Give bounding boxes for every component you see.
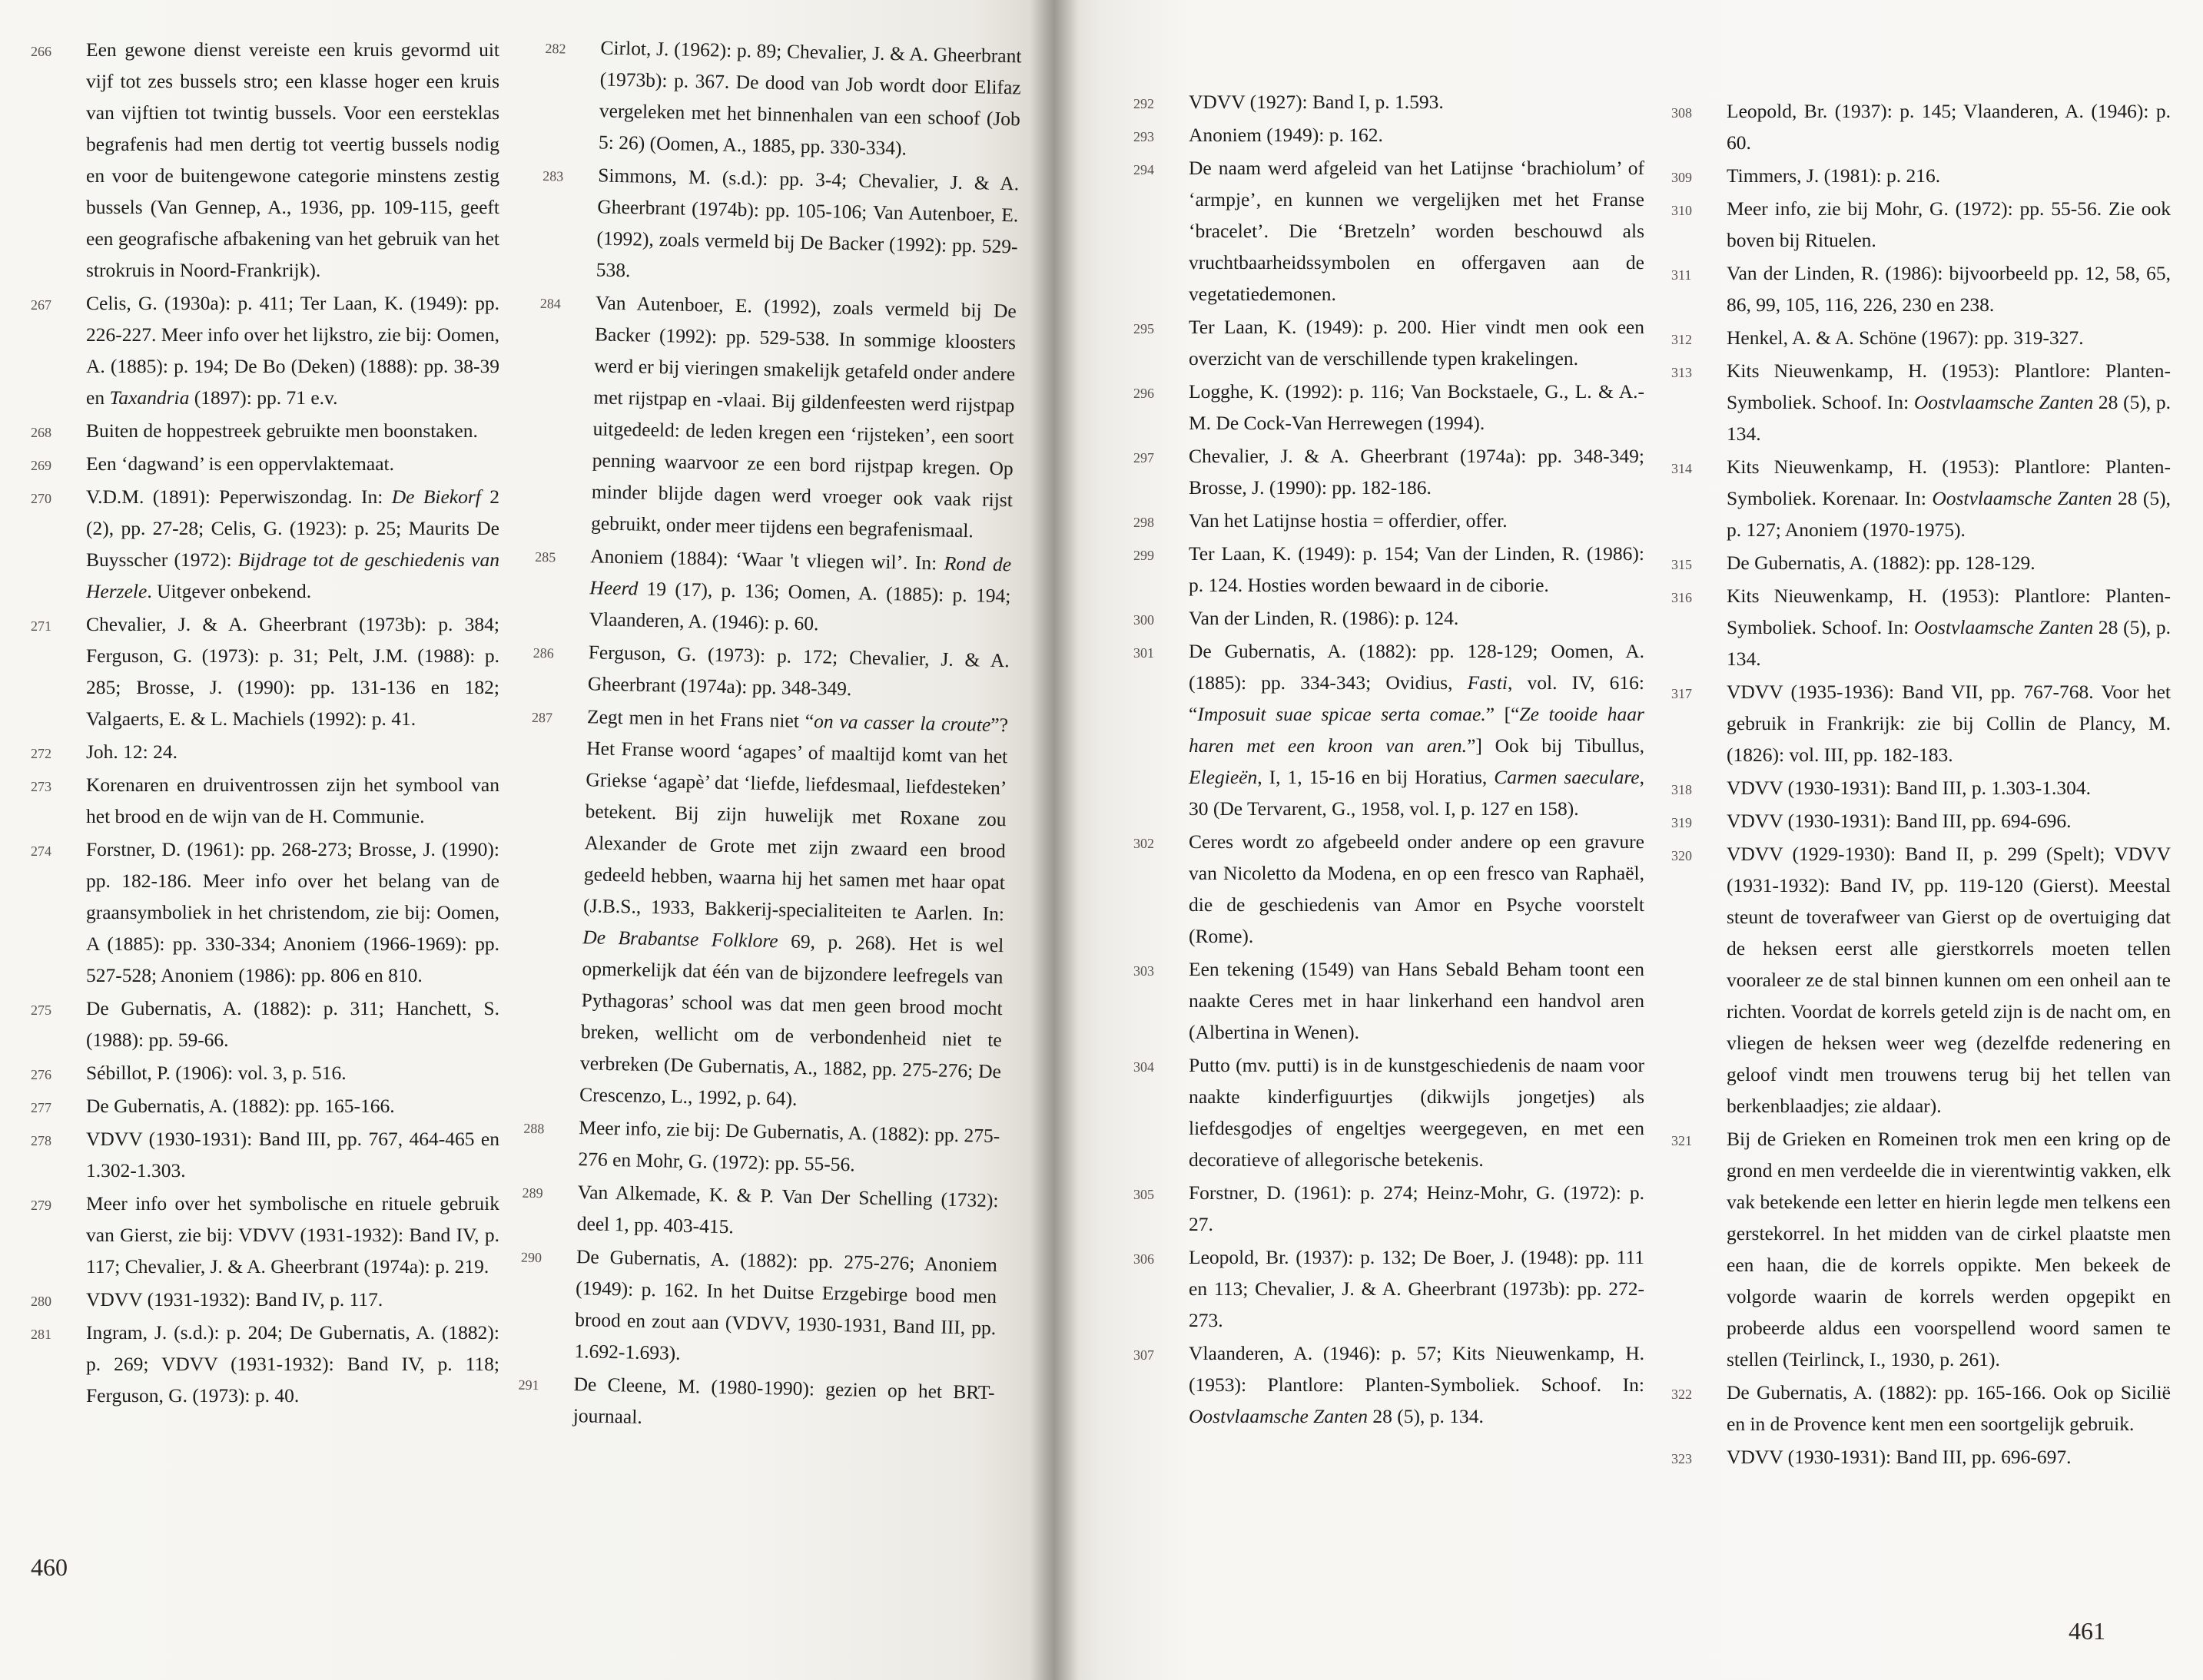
- footnote: [1133, 311, 1644, 374]
- footnote-number: 292: [1133, 96, 1154, 111]
- footnote: [517, 1367, 995, 1440]
- footnote-text: Korenaren en druiventrossen zijn het symbool van het brood en de wijn van de H. Communie.: [86, 774, 499, 827]
- footnote-number: 289: [522, 1185, 543, 1201]
- footnote: [1671, 160, 2171, 191]
- footnote-number: 275: [31, 1002, 51, 1018]
- footnote-text: De Gubernatis, A. (1882): pp. 128-129; Oomen, A. (1885): pp. 334-343; Ovidius, Fasti, vol. IV, 616: “Imposuit suae spicae serta comae.” [“Ze tooide haar haren met een kroon van aren.”] Ook bij Tibullus, Elegieën, I, 1, 15-16 en bij Horatius, Carmen saeculare, 30 (De Tervarent, G., 1958, vol. I, p. 127 en 158).: [1189, 640, 1645, 820]
- footnote: [31, 1188, 499, 1282]
- page-number: 461: [2069, 1617, 2105, 1645]
- footnote-number: 316: [1671, 590, 1692, 605]
- footnote-number: 282: [545, 40, 566, 57]
- footnote-number: 281: [31, 1327, 51, 1342]
- footnote-text: Timmers, J. (1981): p. 216.: [1727, 164, 1941, 187]
- footnote: [1671, 838, 2171, 1122]
- footnote-text: De Cleene, M. (1980-1990): gezien op het BRT-journaal.: [572, 1373, 995, 1428]
- footnote: [1671, 772, 2171, 804]
- footnote: [31, 1057, 499, 1089]
- footnote-text: VDVV (1930-1931): Band III, p. 1.303-1.304.: [1727, 777, 2092, 799]
- footnote: [1133, 826, 1644, 952]
- footnote-number: 288: [523, 1120, 545, 1137]
- footnote: [1671, 676, 2171, 770]
- footnote-text: Ter Laan, K. (1949): p. 154; Van der Linden, R. (1986): p. 124. Hosties worden bewaard in de ciborie.: [1189, 542, 1644, 596]
- footnote: [519, 1240, 997, 1375]
- footnote-number: 296: [1133, 386, 1154, 401]
- footnote: [31, 736, 499, 767]
- footnote: [1133, 86, 1644, 118]
- footnote: [543, 31, 1022, 166]
- footnote: [1671, 193, 2171, 256]
- footnote-number: 291: [518, 1377, 539, 1393]
- footnote: [31, 608, 499, 734]
- footnote-text: Celis, G. (1930a): p. 411; Ter Laan, K. (1949): pp. 226-227. Meer info over het lijkstro, zie bij: Oomen, A. (1885): p. 194; De Bo (Deken) (1888): pp. 38-39 en Taxandria (1897): pp. 71 e.v.: [86, 292, 499, 409]
- footnote: [533, 635, 1010, 707]
- footnote-text: VDVV (1930-1931): Band III, pp. 694-696.: [1727, 810, 2072, 832]
- footnote: [1671, 95, 2171, 158]
- footnote-column: [1133, 86, 1644, 1433]
- footnote-number: 269: [31, 458, 51, 473]
- footnote-number: 315: [1671, 557, 1692, 572]
- footnote-number: 287: [531, 709, 553, 726]
- footnote-number: 274: [31, 843, 51, 859]
- footnote-number: 266: [31, 44, 51, 59]
- footnote-number: 321: [1671, 1133, 1692, 1148]
- footnote-number: 311: [1671, 267, 1692, 283]
- footnote: [31, 833, 499, 991]
- footnote-text: Kits Nieuwenkamp, H. (1953): Plantlore: Planten-Symboliek. Schoof. In: Oostvlaamsche Zanten 28 (5), p. 134.: [1727, 585, 2171, 670]
- footnote-number: 323: [1671, 1451, 1692, 1466]
- footnote: [31, 1284, 499, 1315]
- footnote-text: Forstner, D. (1961): p. 274; Heinz-Mohr, G. (1972): p. 27.: [1189, 1181, 1644, 1235]
- footnote-number: 277: [31, 1100, 51, 1115]
- footnote-number: 322: [1671, 1387, 1692, 1402]
- footnote-text: Meer info over het symbolische en rituele gebruik van Gierst, zie bij: VDVV (1931-1932): Band IV, p. 117; Chevalier, J. & A. Gheerbrant (1974a): p. 219.: [86, 1192, 499, 1277]
- footnote-number: 298: [1133, 515, 1154, 530]
- footnote-text: Cirlot, J. (1962): p. 89; Chevalier, J. & A. Gheerbrant (1973b): p. 367. De dood van Job wordt door Elifaz vergeleken met het binnenhalen van een schoof (Job 5: 26) (Oomen, A., 1885, pp. 330-334).: [598, 36, 1022, 160]
- footnote: [1671, 1441, 2171, 1473]
- footnote-number: 279: [31, 1198, 51, 1213]
- footnote-number: 301: [1133, 645, 1154, 661]
- footnote-number: 270: [31, 491, 51, 506]
- footnote: [1133, 635, 1644, 824]
- footnote: [1133, 1049, 1644, 1175]
- footnote-text: VDVV (1930-1931): Band III, pp. 696-697.: [1727, 1446, 2072, 1468]
- footnote-text: De naam werd afgeleid van het Latijnse ‘brachiolum’ of ‘armpje’, en kunnen we vergelijken met het Franse ‘bracelet’. Die ‘Bretzeln’ worden beschouwd als vruchtbaarheidssymbolen en offergaven aan de vegetatiedemonen.: [1189, 157, 1644, 305]
- footnote-number: 319: [1671, 815, 1692, 830]
- page-number: 460: [31, 1553, 68, 1581]
- footnote-text: Kits Nieuwenkamp, H. (1953): Plantlore: Planten-Symboliek. Korenaar. In: Oostvlaamsche Zanten 28 (5), p. 127; Anoniem (1970-1975).: [1727, 456, 2171, 541]
- footnote-number: 267: [31, 297, 51, 313]
- footnote: [1133, 440, 1644, 503]
- footnote-number: 309: [1671, 170, 1692, 185]
- footnote-text: Leopold, Br. (1937): p. 145; Vlaanderen, A. (1946): p. 60.: [1727, 100, 2171, 154]
- footnote-number: 295: [1133, 321, 1154, 336]
- footnote-number: 290: [520, 1249, 542, 1266]
- footnote-number: 276: [31, 1067, 51, 1082]
- footnote-text: Meer info, zie bij Mohr, G. (1972): pp. 55-56. Zie ook boven bij Rituelen.: [1727, 197, 2171, 251]
- right-page: [1054, 0, 2203, 1680]
- footnote-text: Een tekening (1549) van Hans Sebald Beham toont een naakte Ceres met in haar linkerhand een handvol aren (Albertina in Wenen).: [1189, 958, 1644, 1043]
- footnote-text: Ceres wordt zo afgebeeld onder andere op een gravure van Nicoletto da Modena, en op een fresco van Raphaël, die de geschiedenis van Amor en Psyche voorstelt (Rome).: [1189, 830, 1644, 947]
- footnote: [1133, 1177, 1644, 1240]
- footnote: [31, 992, 499, 1055]
- footnote-text: Sébillot, P. (1906): vol. 3, p. 516.: [86, 1062, 347, 1084]
- footnote-text: Chevalier, J. & A. Gheerbrant (1973b): p. 384; Ferguson, G. (1973): p. 31; Pelt, J.M. (1988): p. 285; Brosse, J. (1990): pp. 131-136 en 182; Valgaerts, E. & L. Machiels (1992): p. 41.: [86, 613, 499, 730]
- footnote: [1133, 119, 1644, 151]
- footnote-number: 286: [533, 644, 554, 661]
- footnote: [31, 769, 499, 832]
- footnote-number: 314: [1671, 461, 1692, 476]
- footnote: [1133, 152, 1644, 310]
- footnote-number: 320: [1671, 848, 1692, 863]
- footnote: [1671, 547, 2171, 578]
- footnote-text: Bij de Grieken en Romeinen trok men een kring op de grond en men verdeelde die in vierentwintig vakken, elk vak betekende een letter en hierin legde men telkens een gerstekorrel. In het midden van de cirkel plaatste men een haan, die de korrels oppikte. Men bekeek de volgorde waarin de korrels werden opgepikt en probeerde aldus een voorspellend woord samen te stellen (Teirlinck, I., 1930, p. 261).: [1727, 1128, 2171, 1370]
- footnote-number: 273: [31, 779, 51, 794]
- footnote-number: 306: [1133, 1251, 1154, 1267]
- footnote-text: Logghe, K. (1992): p. 116; Van Bockstaele, G., L. & A.-M. De Cock-Van Herrewegen (1994).: [1189, 380, 1644, 434]
- footnote: [1133, 953, 1644, 1048]
- footnote-text: Simmons, M. (s.d.): pp. 3-4; Chevalier, J. & A. Gheerbrant (1974b): pp. 105-106; Van Autenboer, E. (1992), zoals vermeld bij De Backer (1992): pp. 529-538.: [596, 164, 1020, 282]
- footnote-text: VDVV (1931-1932): Band IV, p. 117.: [86, 1288, 383, 1311]
- footnote-text: Henkel, A. & A. Schöne (1967): pp. 319-327.: [1727, 326, 2084, 349]
- footnote-number: 305: [1133, 1187, 1154, 1202]
- footnote-text: Joh. 12: 24.: [86, 741, 178, 763]
- footnote: [1671, 1377, 2171, 1440]
- footnote-column: [1671, 95, 2171, 1474]
- footnote: [1671, 580, 2171, 674]
- footnote-number: 297: [1133, 450, 1154, 466]
- footnote-text: VDVV (1930-1931): Band III, pp. 767, 464-465 en 1.302-1.303.: [86, 1128, 499, 1181]
- footnote: [524, 700, 1009, 1118]
- footnote-text: Forstner, D. (1961): pp. 268-273; Brosse, J. (1990): pp. 182-186. Meer info over het belang van de graansymboliek in het christendom, zie bij: Oomen, A (1885): pp. 330-334; Anoniem (1966-1969): pp. 527-528; Anoniem (1986): pp. 806 en 810.: [86, 838, 499, 986]
- footnote-text: Ingram, J. (s.d.): p. 204; De Gubernatis, A. (1882): p. 269; VDVV (1931-1932): Band IV, p. 118; Ferguson, G. (1973): p. 40.: [86, 1321, 499, 1407]
- footnote-text: Putto (mv. putti) is in de kunstgeschiedenis de naam voor naakte kinderfiguurtjes (dikwijls jongetjes) als liefdesgodjes of engeltjes weergegeven, en met een decoratieve of allegorische betekenis.: [1189, 1054, 1644, 1171]
- footnote: [1671, 805, 2171, 837]
- footnote-number: 300: [1133, 612, 1154, 628]
- footnote-text: De Gubernatis, A. (1882): pp. 128-129.: [1727, 552, 2035, 574]
- footnote-number: 299: [1133, 548, 1154, 563]
- footnote-number: 304: [1133, 1059, 1154, 1075]
- footnote-text: Van der Linden, R. (1986): p. 124.: [1189, 607, 1459, 629]
- footnote-text: Van Alkemade, K. & P. Van Der Schelling (1732): deel 1, pp. 403-415.: [576, 1181, 999, 1238]
- footnote-number: 308: [1671, 105, 1692, 121]
- footnote: [31, 34, 499, 286]
- footnote-text: Meer info, zie bij: De Gubernatis, A. (1882): pp. 275-276 en Mohr, G. (1972): pp. 55-56.: [578, 1116, 1000, 1176]
- footnote-text: Ter Laan, K. (1949): p. 200. Hier vindt men ook een overzicht van de verschillende typen krakelingen.: [1189, 316, 1644, 369]
- footnote-number: 302: [1133, 836, 1154, 851]
- footnote-text: Anoniem (1949): p. 162.: [1189, 124, 1383, 146]
- footnote-number: 317: [1671, 686, 1692, 701]
- footnote: [1671, 1123, 2171, 1375]
- footnote-number: 318: [1671, 782, 1692, 797]
- footnote-number: 271: [31, 618, 51, 634]
- footnote-number: 293: [1133, 129, 1154, 144]
- footnote-number: 272: [31, 746, 51, 761]
- footnote-text: Buiten de hoppestreek gebruikte men boonstaken.: [86, 419, 478, 442]
- footnote: [1133, 538, 1644, 601]
- footnote-text: Anoniem (1884): ‘Waar 't vliegen wil’. In: Rond de Heerd 19 (17), p. 136; Oomen, A. (1885): p. 194; Vlaanderen, A. (1946): p. 60.: [589, 545, 1012, 635]
- footnote: [31, 1090, 499, 1122]
- footnote-text: De Gubernatis, A. (1882): pp. 165-166.: [86, 1095, 395, 1117]
- footnote-number: 307: [1133, 1347, 1154, 1363]
- footnote-text: Van Autenboer, E. (1992), zoals vermeld bij De Backer (1992): pp. 529-538. In sommige kloosters werd er bij vieringen smakelijk getafeld onder andere met rijstpap en -vlaai. Bij gildenfeesten werd rijstpap uitgedeeld: de leden kregen een ‘rijsteken’, een soort penning waarvoor ze een bord rijstpap kregen. Op minder blijde dagen werd vroeger ook vaak rijst gebruikt, onder meer tijdens een begrafenismaal.: [590, 291, 1017, 542]
- footnote: [31, 1123, 499, 1186]
- footnote-text: V.D.M. (1891): Peperwiszondag. In: De Biekorf 2 (2), pp. 27-28; Celis, G. (1923): p. 25; Maurits De Buysscher (1972): Bijdrage tot de geschiedenis van Herzele. Uitgever onbekend.: [86, 485, 500, 602]
- footnote: [1671, 451, 2171, 545]
- footnote-number: 268: [31, 425, 51, 440]
- footnote-number: 285: [535, 548, 556, 565]
- footnote-column: [31, 34, 499, 1413]
- footnote-text: Van der Linden, R. (1986): bijvoorbeeld pp. 12, 58, 65, 86, 99, 105, 116, 226, 230 en 238.: [1727, 262, 2171, 316]
- footnote: [1133, 505, 1644, 536]
- footnote: [31, 415, 499, 446]
- footnote-number: 284: [539, 295, 562, 312]
- footnote-text: Chevalier, J. & A. Gheerbrant (1974a): pp. 348-349; Brosse, J. (1990): pp. 182-186.: [1189, 445, 1644, 499]
- footnote-text: Kits Nieuwenkamp, H. (1953): Plantlore: Planten-Symboliek. Schoof. In: Oostvlaamsche Zanten 28 (5), p. 134.: [1727, 360, 2171, 445]
- footnote: [1133, 376, 1644, 439]
- footnote-text: Van het Latijnse hostia = offerdier, offer.: [1189, 509, 1508, 532]
- footnote: [536, 286, 1017, 547]
- footnote: [1133, 1241, 1644, 1336]
- footnote-text: Zegt men in het Frans niet “on va casser la croute”? Het Franse woord ‘agapes’ of maaltijd komt van het Griekse ‘agapè’ dat ‘liefde, liefdesmaal, liefdesteken’ betekent. Bij zijn huwelijk met Roxane zou Alexander de Grote met zijn zwaard een brood gedeeld hebben, waarna hij het samen met haar opat (J.B.S., 1933, Bakkerij-specialiteiten te Aarlen. In: De Brabantse Folklore 69, p. 268). Het is wel opmerkelijk dat één van de bijzondere leefregels van Pythagoras’ school was dat men geen brood mocht breken, wellicht om de verbondenheid niet te verbreken (De Gubernatis, A., 1882, pp. 275-276; De Crescenzo, L., 1992, p. 64).: [579, 705, 1009, 1110]
- footnote: [523, 1111, 1000, 1183]
- footnote-text: Een gewone dienst vereiste een kruis gevormd uit vijf tot zes bussels stro; een klasse hoger een kruis van vijftien tot twintig bussels. Voor een eersteklas begrafenis had men dertig tot veertig bussels nodig en voor de buitengewone categorie minstens zestig bussels (Van Gennep, A., 1936, pp. 109-115, geeft een geografische afbakening van het gebruik van het strokruis in Noord-Frankrijk).: [86, 38, 499, 281]
- footnote: [31, 1317, 499, 1411]
- footnote-number: 280: [31, 1294, 51, 1309]
- footnote-column: [517, 31, 1021, 1441]
- footnote-number: 278: [31, 1133, 51, 1148]
- footnote: [540, 158, 1019, 293]
- footnote-text: Ferguson, G. (1973): p. 172; Chevalier, J. & A. Gheerbrant (1974a): pp. 348-349.: [587, 641, 1010, 701]
- footnote: [1671, 355, 2171, 449]
- footnote-text: Een ‘dagwand’ is een oppervlaktemaat.: [86, 452, 394, 475]
- footnote: [533, 539, 1011, 643]
- footnote: [31, 287, 499, 413]
- footnote-number: 312: [1671, 332, 1692, 347]
- footnote: [31, 448, 499, 479]
- footnote: [31, 481, 499, 607]
- footnote-number: 283: [542, 167, 564, 184]
- footnote-text: De Gubernatis, A. (1882): pp. 165-166. Ook op Sicilië en in de Provence kent men een soortgelijk gebruik.: [1727, 1381, 2171, 1435]
- footnote: [1133, 602, 1644, 634]
- footnote: [521, 1175, 999, 1248]
- footnote-number: 310: [1671, 203, 1692, 218]
- left-page: [0, 0, 1054, 1680]
- footnote: [1671, 322, 2171, 353]
- footnote: [1671, 257, 2171, 320]
- footnote-text: Leopold, Br. (1937): p. 132; De Boer, J. (1948): pp. 111 en 113; Chevalier, J. & A. Gheerbrant (1973b): pp. 272-273.: [1189, 1246, 1644, 1331]
- footnote-text: VDVV (1935-1936): Band VII, pp. 767-768. Voor het gebruik in Frankrijk: zie bij Collin de Plancy, M. (1826): vol. III, pp. 182-183.: [1727, 681, 2171, 766]
- footnote-text: Vlaanderen, A. (1946): p. 57; Kits Nieuwenkamp, H. (1953): Plantlore: Planten-Symboliek. Schoof. In: Oostvlaamsche Zanten 28 (5), p. 134.: [1189, 1342, 1644, 1427]
- footnote-number: 313: [1671, 365, 1692, 380]
- footnote-number: 303: [1133, 963, 1154, 979]
- footnote-text: De Gubernatis, A. (1882): p. 311; Hanchett, S. (1988): pp. 59-66.: [86, 997, 499, 1051]
- footnote-text: VDVV (1929-1930): Band II, p. 299 (Spelt); VDVV (1931-1932): Band IV, pp. 119-120 (Gierst). Meestal steunt de toverafweer van Gierst op de overtuiging dat de heksen eerst alle gierstkorrels moeten tellen vooraleer ze de stal binnen kunnen om een onheil aan te richten. Voordat de korrels geteld zijn is de nacht om, en vliegen de heksen weer weg (dezelfde redenering en geloof vindt men trouwens terug bij het tellen van berkenblaadjes; zie aldaar).: [1727, 843, 2171, 1117]
- footnote-number: 294: [1133, 162, 1154, 177]
- footnote-text: VDVV (1927): Band I, p. 1.593.: [1189, 91, 1444, 113]
- footnote: [1133, 1337, 1644, 1432]
- footnote-text: De Gubernatis, A. (1882): pp. 275-276; Anoniem (1949): p. 162. In het Duitse Erzgebirge bood men brood en zout aan (VDVV, 1930-1931, Band III, pp. 1.692-1.693).: [574, 1245, 998, 1364]
